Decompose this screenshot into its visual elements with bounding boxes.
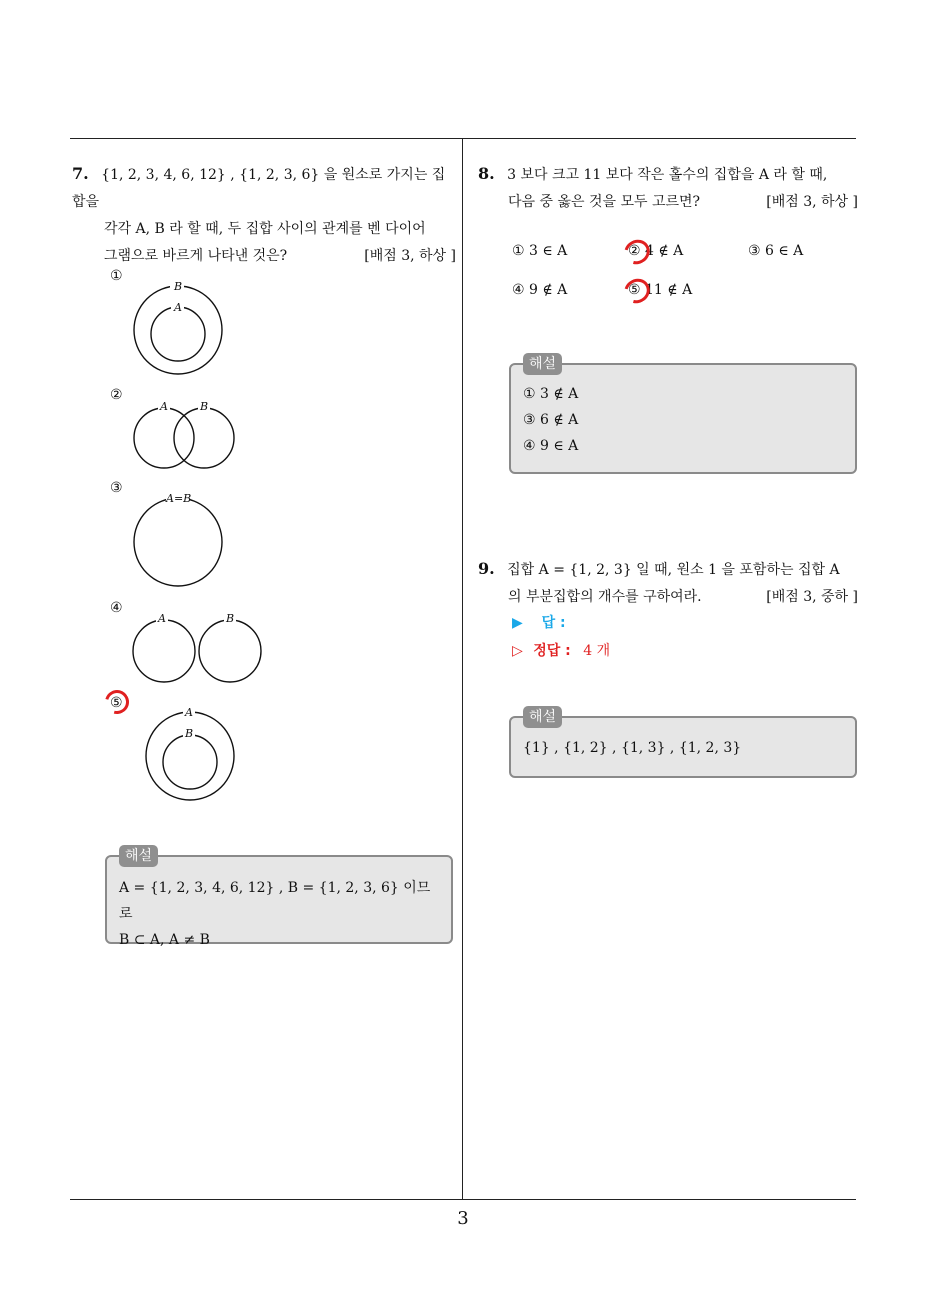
q7-choice-1-label-outer: B [174,280,183,293]
question-9-text-2: 의 부분집합의 개수를 구하여라. [508,589,702,605]
question-7-meta: [배점 3, 하상 ] [364,248,456,264]
q7-choice-5-label-outer: A [185,706,193,719]
q7-choice-2-label-a: A [160,400,168,413]
question-8-line1 [478,160,858,189]
header-rule [70,138,856,139]
q7-choice-1-label-inner: A [174,301,182,314]
question-8-number: 8. [478,164,495,183]
q7-choice-3-venn [128,494,228,590]
q7-solution-box [105,848,453,948]
venn-circle-b [174,408,234,468]
question-7-line2: 각각 A, B 라 할 때, 두 집합 사이의 관계를 벤 다이어 [104,221,426,237]
q8-solution-line2: ③ 6 ∉ A [523,412,579,428]
column-divider [462,138,463,1200]
question-9-text-1: 집합 A = {1, 2, 3} 일 때, 원소 1 을 포함하는 집합 A [507,562,840,578]
q7-solution-line1: A = {1, 2, 3, 4, 6, 12} , B = {1, 2, 3, 6} 이므로 [119,880,431,922]
venn-circle-b [199,620,261,682]
answer-arrow-icon: ▶ [512,615,523,631]
question-9-number: 9. [478,559,495,578]
q9-correct-label: 정답 : [533,643,571,659]
q7-choice-4-label-b: B [226,612,235,625]
q7-choice-2-venn [128,402,240,472]
q9-correct-value: 4 개 [583,643,611,659]
question-9-line2 [478,584,858,611]
page-number: 3 [457,1208,469,1229]
q7-choice-5-number: ⑤ [110,695,123,711]
q7-choice-2-number: ② [110,387,123,403]
q7-choice-3-label: A=B [166,492,192,505]
q7-choice-5-label-inner: B [185,727,194,740]
question-7-line1 [72,160,456,216]
venn-inner-circle [151,307,205,361]
question-9 [478,555,858,611]
q8-choice-1: ① 3 ∈ A [512,243,568,259]
q7-choice-1-venn [128,282,228,378]
q7-choice-5-venn [140,708,240,804]
venn-outer-circle [146,712,234,800]
q9-correct-row [512,640,610,660]
q8-choice-3: ③ 6 ∈ A [748,243,804,259]
q8-solution-box [509,356,857,474]
question-7 [72,160,456,270]
question-7-number: 7. [72,164,89,183]
question-9-line1 [478,555,858,584]
q7-solution-tag: 해설 [119,845,158,867]
question-8-text-1: 3 보다 크고 11 보다 작은 홀수의 집합을 A 라 할 때, [507,167,828,183]
q9-answer-row [512,612,566,632]
correct-arrow-icon: ▷ [512,643,523,659]
q7-choice-5-answer-mark [101,686,134,719]
q7-choice-4-label-a: A [158,612,166,625]
question-7-line3 [72,243,456,270]
q8-choice-2: ② 4 ∉ A [628,243,684,259]
q9-solution-line1: {1} , {1, 2} , {1, 3} , {1, 2, 3} [523,740,742,756]
venn-circle-a [134,408,194,468]
q9-answer-label: 답 : [541,615,566,631]
question-8 [478,160,858,216]
footer-rule [70,1199,856,1200]
q8-choice-4: ④ 9 ∉ A [512,282,568,298]
question-9-meta: [배점 3, 중하 ] [766,589,858,605]
q7-choice-1-number: ① [110,268,123,284]
q8-solution-tag: 해설 [523,353,562,375]
q7-choice-4-venn [128,614,268,684]
venn-inner-circle [163,735,217,789]
question-8-meta: [배점 3, 하상 ] [766,194,858,210]
q9-solution-tag: 해설 [523,706,562,728]
q9-solution-box [509,709,857,778]
q7-choice-3-number: ③ [110,480,123,496]
question-7-text-1: {1, 2, 3, 4, 6, 12} , {1, 2, 3, 6} 을 원소로 가지는 집합을 [72,167,446,210]
q7-choice-4-number: ④ [110,600,123,616]
question-7-text-3: 그램으로 바르게 나타낸 것은? [104,248,288,264]
q8-choice-5: ⑤ 11 ∉ A [628,282,693,298]
q8-solution-line1: ① 3 ∉ A [523,386,579,402]
question-8-line2 [478,189,858,216]
question-8-text-2: 다음 중 옳은 것을 모두 고르면? [508,194,701,210]
q7-solution-line2: B ⊂ A, A ≠ B [119,932,210,948]
venn-circle-a [133,620,195,682]
q7-choice-2-label-b: B [200,400,209,413]
venn-circle [134,498,222,586]
q8-solution-line3: ④ 9 ∈ A [523,438,579,454]
